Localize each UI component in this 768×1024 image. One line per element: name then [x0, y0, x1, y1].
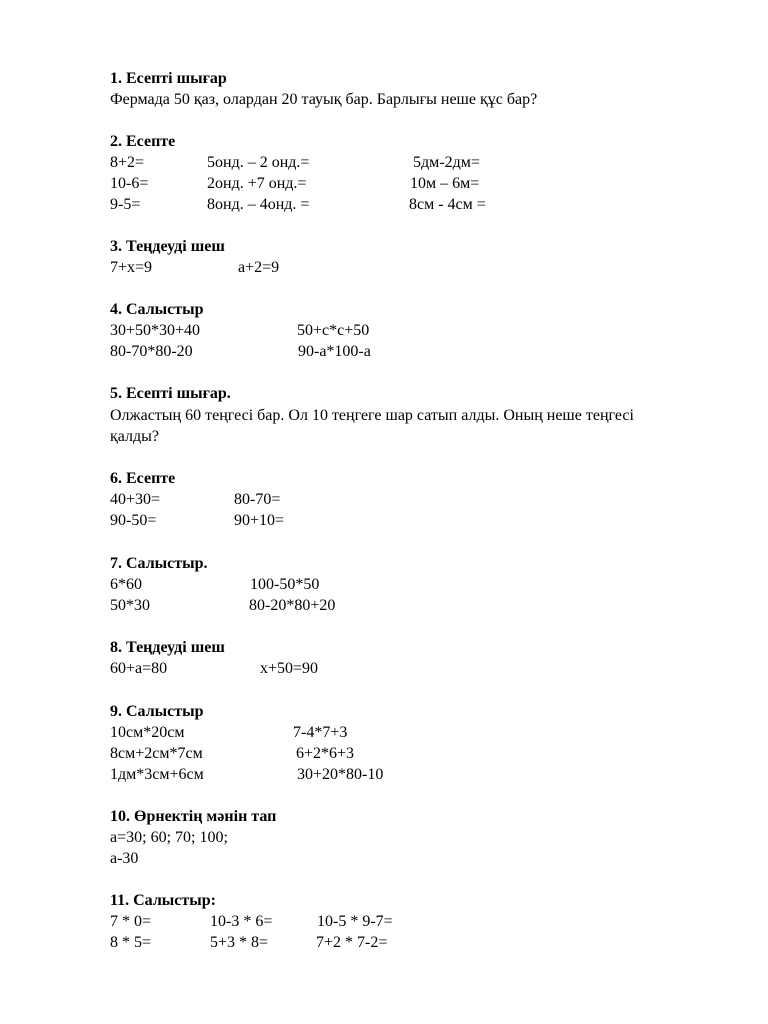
task-10-text: а=30; 60; 70; 100; [110, 829, 228, 846]
task-2-r3-c1: 9-5= [110, 196, 141, 213]
task-5-text: Олжастың 60 теңгесі бар. Ол 10 теңгеге шар сатып алды. Оның неше теңгесі [110, 407, 634, 424]
task-4-r2-c1: 80-70*80-20 [110, 343, 193, 360]
task-11-r1-c1: 7 * 0= [110, 913, 152, 930]
task-11-r1-c2: 10-3 * 6= [210, 913, 273, 930]
task-2-r2-c2: 2онд. +7 онд.= [207, 175, 307, 192]
task-2-r2-c3: 10м – 6м= [410, 175, 480, 192]
task-2-r1-c1: 8+2= [110, 154, 145, 171]
task-9-r2-c1: 8см+2см*7см [110, 745, 203, 762]
task-5-text: қалды? [110, 428, 159, 445]
task-6-r1-c2: 80-70= [234, 491, 281, 508]
task-5-title: 5. Есепті шығар. [110, 385, 231, 402]
task-7-r1-c1: 6*60 [110, 576, 142, 593]
task-7-title: 7. Салыстыр. [110, 555, 208, 572]
task-9-r2-c2: 6+2*6+3 [296, 745, 355, 762]
task-3-r1-c1: 7+х=9 [110, 259, 153, 276]
task-2-r1-c3: 5дм-2дм= [413, 154, 480, 171]
task-9-r1-c2: 7-4*7+3 [293, 724, 348, 741]
task-2-r3-c3: 8см - 4см = [409, 196, 486, 213]
task-10-text: а-30 [110, 850, 139, 867]
task-11-r1-c3: 10-5 * 9-7= [317, 913, 393, 930]
task-2-r2-c1: 10-6= [110, 175, 149, 192]
task-6-r2-c2: 90+10= [234, 512, 285, 529]
task-6-title: 6. Есепте [110, 470, 176, 487]
task-1-text: Фермада 50 қаз, олардан 20 тауық бар. Барлығы неше құс бар? [110, 91, 538, 108]
task-1-title: 1. Есепті шығар [110, 70, 227, 87]
task-4-title: 4. Салыстыр [110, 301, 204, 318]
task-8-r1-c2: х+50=90 [260, 660, 319, 677]
task-9-r3-c2: 30+20*80-10 [297, 766, 384, 783]
task-3-r1-c2: а+2=9 [238, 259, 280, 276]
task-3-title: 3. Теңдеуді шеш [110, 238, 225, 255]
task-9-r1-c1: 10см*20см [110, 724, 185, 741]
task-2-title: 2. Есепте [110, 133, 176, 150]
task-7-r2-c1: 50*30 [110, 597, 150, 614]
task-2-r3-c2: 8онд. – 4онд. = [207, 196, 310, 213]
task-4-r1-c2: 50+с*с+50 [297, 322, 370, 339]
task-4-r1-c1: 30+50*30+40 [110, 322, 201, 339]
task-8-title: 8. Теңдеуді шеш [110, 639, 225, 656]
task-11-r2-c1: 8 * 5= [110, 934, 152, 951]
task-6-r1-c1: 40+30= [110, 491, 161, 508]
task-7-r2-c2: 80-20*80+20 [249, 597, 336, 614]
task-8-r1-c1: 60+а=80 [110, 660, 168, 677]
task-7-r1-c2: 100-50*50 [250, 576, 320, 593]
task-6-r2-c1: 90-50= [110, 512, 157, 529]
task-4-r2-c2: 90-а*100-а [298, 343, 371, 360]
task-2-r1-c2: 5онд. – 2 онд.= [207, 154, 310, 171]
task-10-title: 10. Өрнектің мәнін тап [110, 808, 277, 825]
task-9-title: 9. Салыстыр [110, 703, 204, 720]
task-11-r2-c2: 5+3 * 8= [210, 934, 269, 951]
task-11-r2-c3: 7+2 * 7-2= [316, 934, 388, 951]
task-9-r3-c1: 1дм*3см+6см [110, 766, 204, 783]
task-11-title: 11. Салыстыр: [110, 892, 216, 909]
